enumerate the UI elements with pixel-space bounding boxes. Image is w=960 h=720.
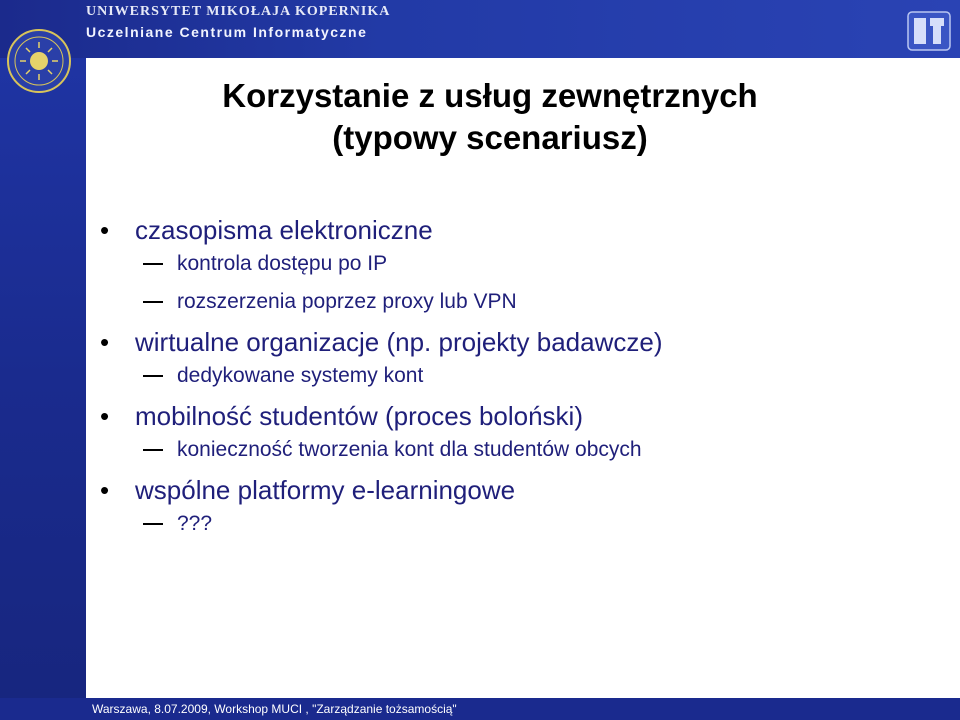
bullet-dot-icon: • (100, 401, 110, 431)
bullet-item (100, 475, 940, 505)
dash-icon (143, 375, 163, 377)
dash-icon (143, 449, 163, 451)
sub-bullet-text: konieczność tworzenia kont dla studentów obcych (177, 438, 642, 461)
sub-bullet-item (100, 251, 940, 277)
bullet-item (100, 327, 940, 357)
sub-bullet-item (100, 511, 940, 537)
bullet-dot-icon: • (100, 327, 110, 357)
footer-text: Warszawa, 8.07.2009, Workshop MUCI , "Zarządzanie tożsamością" (92, 702, 457, 716)
bullet-text: wspólne platformy e-learningowe (135, 475, 516, 505)
left-band (0, 58, 86, 698)
title-line-2: (typowy scenariusz) (332, 119, 648, 156)
sub-bullet-item (100, 363, 940, 389)
university-name: UNIWERSYTET MIKOŁAJA KOPERNIKA (86, 4, 391, 19)
dash-icon (143, 301, 163, 303)
bullet-dot-icon: • (100, 215, 110, 245)
dash-icon (143, 523, 163, 525)
university-seal-icon (6, 28, 72, 94)
sub-bullet-item (100, 437, 940, 463)
sub-bullet-item (100, 289, 940, 315)
dash-icon (143, 263, 163, 265)
sub-bullet-text: kontrola dostępu po IP (177, 252, 388, 275)
center-name: Uczelniane Centrum Informatyczne (86, 24, 368, 40)
slide-title (110, 75, 870, 159)
sub-bullet-text: dedykowane systemy kont (177, 364, 424, 387)
bullet-list (100, 215, 940, 549)
bullet-text: wirtualne organizacje (np. projekty badawcze) (135, 327, 663, 357)
bullet-dot-icon: • (100, 475, 110, 505)
bullet-item (100, 215, 940, 245)
bullet-text: mobilność studentów (proces boloński) (135, 401, 583, 431)
ucinf-logo-icon (906, 6, 952, 52)
bullet-text: czasopisma elektroniczne (135, 215, 433, 245)
bullet-item (100, 401, 940, 431)
title-line-1: Korzystanie z usług zewnętrznych (222, 77, 758, 114)
sub-bullet-text: rozszerzenia poprzez proxy lub VPN (177, 290, 517, 313)
sub-bullet-text: ??? (177, 512, 213, 535)
